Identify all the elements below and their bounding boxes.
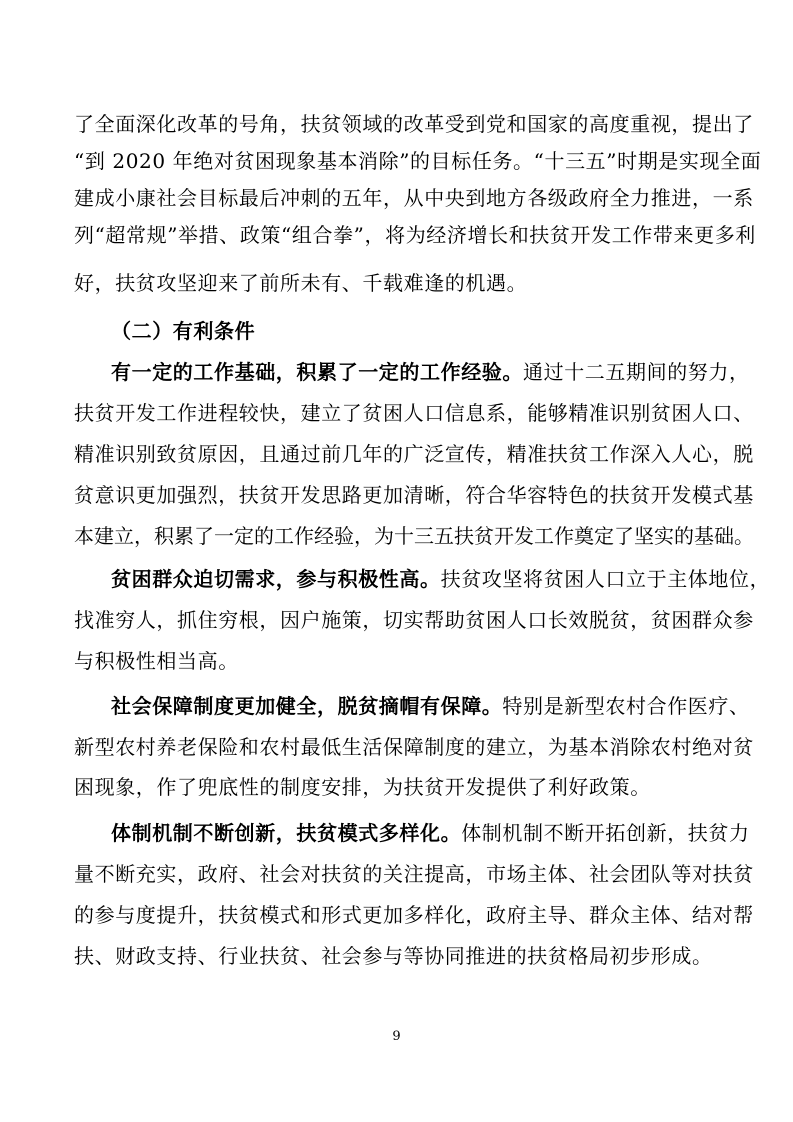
paragraph-1-line-5: 好，扶贫攻坚迎来了前所未有、千载难逢的机遇。 xyxy=(74,271,528,295)
paragraph-1-line-4: 列“超常规”举措、政策“组合拳”，将为经济增长和扶贫开发工作带来更多利 xyxy=(74,223,756,247)
paragraph-2-lead: 有一定的工作基础，积累了一定的工作经验。 xyxy=(111,360,523,384)
paragraph-5-lead: 体制机制不断创新，扶贫模式多样化。 xyxy=(111,821,462,845)
paragraph-1-line-3: 建成小康社会目标最后冲刺的五年，从中央到地方各级政府全力推进，一系 xyxy=(74,186,754,210)
paragraph-1-line-1: 了全面深化改革的号角，扶贫领域的改革受到党和国家的高度重视，提出了 xyxy=(74,112,754,136)
paragraph-5-line-1-text: 体制机制不断开拓创新，扶贫力 xyxy=(461,821,750,845)
paragraph-4-line-2: 新型农村养老保险和农村最低生活保障制度的建立，为基本消除农村绝对贫 xyxy=(74,735,754,759)
section-heading: （二）有利条件 xyxy=(111,319,256,343)
page-number: 9 xyxy=(392,1029,401,1044)
paragraph-5-line-2: 量不断充实，政府、社会对扶贫的关注提高，市场主体、社会团队等对扶贫 xyxy=(74,862,754,886)
paragraph-2-line-1-text: 通过十二五期间的努力， xyxy=(523,360,750,384)
paragraph-3-line-1 xyxy=(111,566,771,592)
paragraph-2-line-1 xyxy=(111,359,750,385)
paragraph-5-line-1 xyxy=(111,820,750,846)
paragraph-3-line-2: 找准穷人，抓住穷根，因户施策，切实帮助贫困人口长效脱贫，贫困群众参 xyxy=(74,608,754,632)
paragraph-1-line-2: “到 2020 年绝对贫困现象基本消除”的目标任务。“十三五”时期是实现全面 xyxy=(74,149,762,173)
paragraph-2-line-2: 扶贫开发工作进程较快，建立了贫困人口信息系，能够精准识别贫困人口、 xyxy=(74,401,754,425)
paragraph-3-line-1-text: 扶贫攻坚将贫困人口立于主体地位， xyxy=(440,567,771,591)
paragraph-4-lead: 社会保障制度更加健全，脱贫摘帽有保障。 xyxy=(111,694,503,718)
paragraph-3-lead: 贫困群众迫切需求，参与积极性高。 xyxy=(111,567,441,591)
paragraph-4-line-1 xyxy=(111,693,750,719)
paragraph-4-line-3: 困现象，作了兜底性的制度安排，为扶贫开发提供了利好政策。 xyxy=(74,775,651,799)
paragraph-5-line-3: 的参与度提升，扶贫模式和形式更加多样化，政府主导、群众主体、结对帮 xyxy=(74,903,754,927)
paragraph-2-line-4: 贫意识更加强烈，扶贫开发思路更加清晰，符合华容特色的扶贫开发模式基 xyxy=(74,483,754,507)
paragraph-4-line-1-text: 特别是新型农村合作医疗、 xyxy=(502,694,750,718)
paragraph-3-line-3: 与积极性相当高。 xyxy=(74,649,239,673)
paragraph-2-line-5: 本建立，积累了一定的工作经验，为十三五扶贫开发工作奠定了坚实的基础。 xyxy=(74,524,754,548)
paragraph-5-line-4: 扶、财政支持、行业扶贫、社会参与等协同推进的扶贫格局初步形成。 xyxy=(74,944,713,968)
paragraph-2-line-3: 精准识别致贫原因，且通过前几年的广泛宣传，精准扶贫工作深入人心，脱 xyxy=(74,442,754,466)
